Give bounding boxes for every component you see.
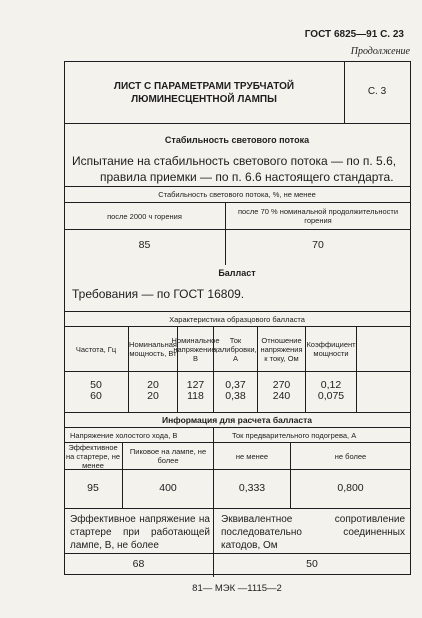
sub-not-more: не более [334, 451, 367, 461]
col-frequency: Частота, Гц [75, 344, 117, 354]
footer-code: 81— МЭК —1115—2 [192, 583, 282, 594]
sub-not-less: не менее [235, 451, 269, 461]
cell-current: 0,38 [225, 390, 246, 402]
cell-frequency: 50 [90, 379, 102, 391]
sheet-number: С. 3 [367, 86, 387, 97]
cell-power-factor: 0,12 [320, 379, 342, 391]
cell-ratio: 240 [272, 390, 291, 402]
value-preheat-min: 0,333 [238, 482, 266, 494]
cell-frequency: 60 [90, 390, 102, 402]
stability-col2-header: после 70 % номинальной продолжительности горения [237, 207, 399, 225]
rule [64, 553, 410, 554]
sub-lamp-peak: Пиковое на лампе, не более [129, 447, 207, 465]
starter-voltage-description: Эффективное напряжение на стартере при работающей лампе, В, не более [70, 514, 210, 551]
value-lamp-peak-voltage: 400 [159, 482, 177, 494]
ballast-paragraph: Требования — по ГОСТ 16809. [72, 287, 245, 301]
cell-voltage: 118 [187, 390, 204, 402]
cell-voltage: 127 [186, 379, 205, 391]
calc-title: Информация для расчета балласта [162, 415, 312, 425]
cell-current: 0,37 [225, 379, 246, 391]
sheet-title [66, 80, 342, 106]
group-open-circuit-voltage: Напряжение холостого хода, В [70, 431, 178, 440]
stability-table-header: Стабильность светового потока, %, не менее [158, 190, 316, 199]
col-voltage-current-ratio: Отношение напряжения к току, Ом [260, 335, 303, 363]
gost-reference: ГОСТ 6825—91 С. 23 [304, 29, 404, 40]
stability-paragraph: Испытание на стабильность светового потока — по п. 5.6, правила приемки — по п. 6.6 настоящего стандарта. [72, 154, 397, 184]
cell-power-factor: 0,075 [317, 390, 345, 402]
rule [64, 508, 410, 509]
col-power-factor: Коэффициент мощности [306, 340, 356, 358]
rule [64, 186, 410, 187]
cathode-resistance-description: Эквивалентное сопротивление последовательно соединенных катодов, Ом [221, 514, 405, 551]
sub-starter-effective: Эффективное на стартере, не менее [65, 442, 121, 470]
value-preheat-max: 0,800 [337, 482, 364, 494]
stability-heading: Стабильность светового потока [164, 135, 310, 145]
stability-col1-value: 85 [138, 239, 151, 251]
col-rated-voltage: Номинальное напряжение, В [171, 335, 220, 363]
rule [64, 311, 410, 312]
group-preheat-current: Ток предварительного подогрева, А [232, 431, 357, 440]
stability-col1-header: после 2000 ч горения [107, 211, 182, 221]
rule [64, 412, 410, 413]
cell-ratio: 270 [272, 379, 291, 391]
value-starter-voltage: 95 [87, 482, 99, 494]
col-rated-power: Номинальная мощность, Вт [129, 340, 177, 358]
stability-col2-value: 70 [312, 239, 324, 251]
title-bottom-rule [64, 123, 410, 124]
ballast-heading: Балласт [218, 268, 256, 278]
rule [356, 326, 357, 412]
col-calibration-current: Ток калибровки, А [214, 335, 257, 363]
sheet-title-line1: ЛИСТ С ПАРАМЕТРАМИ ТРУБЧАТОЙ [113, 81, 295, 92]
ref-ballast-title: Характеристика образцового балласта [169, 315, 305, 324]
value-starter-voltage-max: 68 [132, 558, 145, 570]
rule [64, 229, 410, 230]
continuation-label: Продолжение [350, 46, 410, 57]
cell-power: 20 [147, 379, 159, 391]
rule [64, 469, 410, 470]
rule [64, 371, 410, 372]
rule [64, 427, 410, 428]
sheet-title-line2: ЛЮМИНЕСЦЕНТНОЙ ЛАМПЫ [131, 94, 277, 105]
value-cathode-resistance: 50 [306, 558, 318, 570]
cell-power: 20 [147, 390, 159, 402]
